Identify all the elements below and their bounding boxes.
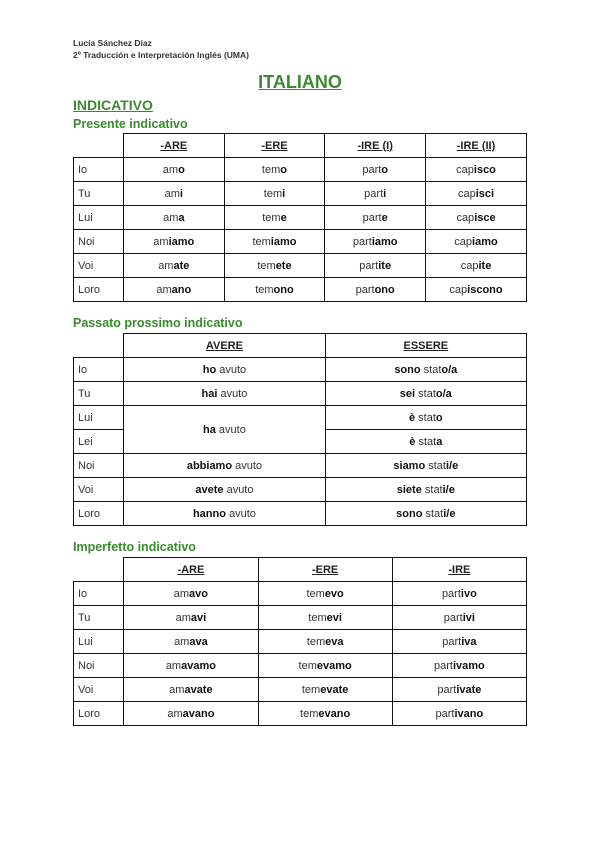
presente-heading: Presente indicativo: [73, 117, 188, 131]
pronoun-cell: Voi: [74, 678, 124, 702]
column-header: -IRE (I): [325, 134, 426, 158]
verb-form: [258, 702, 392, 726]
pronoun-cell: Voi: [74, 478, 124, 502]
verb-stem: tem: [300, 707, 319, 720]
auxiliary: ha: [203, 423, 216, 436]
section-heading: INDICATIVO: [73, 97, 153, 113]
verb-stem: part: [442, 635, 462, 648]
verb-ending: e: [381, 211, 388, 224]
verb-ending: i: [383, 187, 387, 200]
verb-form: [123, 158, 224, 182]
verb-ending: ite: [378, 259, 392, 272]
verb-ending: evi: [326, 611, 342, 624]
table-row: [74, 158, 527, 182]
presente-table: [73, 133, 527, 302]
verb-ending: iva: [461, 635, 477, 648]
verb-form: [123, 182, 224, 206]
verb-stem: part: [433, 659, 453, 672]
participle: avuto: [223, 483, 254, 496]
verb-form: [392, 582, 526, 606]
pronoun-cell: Io: [74, 158, 124, 182]
avere-form: [124, 478, 325, 502]
verb-ending: ano: [171, 283, 192, 296]
participle-ending: o/a: [435, 387, 452, 400]
author-name: Lucía Sánchez Díaz: [73, 38, 152, 48]
header-row: [74, 334, 527, 358]
verb-form: [392, 702, 526, 726]
verb-stem: am: [174, 635, 190, 648]
avere-form: [124, 454, 325, 478]
verb-stem: tem: [261, 163, 281, 176]
verb-stem: am: [167, 707, 183, 720]
auxiliary: è: [409, 435, 416, 448]
verb-form: [123, 230, 224, 254]
verb-form: [124, 606, 258, 630]
verb-ending: isco: [473, 163, 496, 176]
verb-stem: am: [158, 259, 174, 272]
participle: avuto: [216, 363, 247, 376]
essere-form: [325, 406, 526, 430]
verb-form: [325, 278, 426, 302]
auxiliary: ho: [202, 363, 217, 376]
participle-ending: o/a: [441, 363, 458, 376]
verb-form: [325, 254, 426, 278]
verb-stem: part: [355, 283, 375, 296]
verb-form: [325, 230, 426, 254]
verb-ending: iamo: [168, 235, 195, 248]
column-header: AVERE: [124, 334, 325, 358]
column-header: -IRE: [392, 558, 526, 582]
table-row: [74, 406, 527, 430]
verb-form: [224, 230, 325, 254]
verb-ending: o: [178, 163, 185, 176]
verb-ending: avamo: [181, 659, 216, 672]
verb-ending: iamo: [371, 235, 398, 248]
participle: avuto: [217, 387, 248, 400]
verb-stem: am: [153, 235, 169, 248]
verb-stem: part: [443, 611, 463, 624]
pronoun-cell: Voi: [74, 254, 124, 278]
avere-form: [124, 358, 325, 382]
verb-stem: part: [435, 707, 455, 720]
verb-form: [325, 158, 426, 182]
verb-form: [224, 182, 325, 206]
verb-stem: part: [359, 259, 379, 272]
verb-stem: part: [362, 163, 382, 176]
table-row: [74, 478, 527, 502]
pronoun-cell: Tu: [74, 382, 124, 406]
verb-stem: tem: [257, 259, 276, 272]
verb-form: [124, 702, 258, 726]
pronoun-cell: Lei: [74, 430, 124, 454]
verb-ending: avate: [184, 683, 213, 696]
verb-form: [124, 582, 258, 606]
verb-form: [123, 278, 224, 302]
column-header: -ARE: [124, 558, 258, 582]
essere-form: [325, 478, 526, 502]
avere-form: [124, 502, 325, 526]
participle-ending: i/e: [445, 459, 459, 472]
verb-stem: am: [156, 283, 172, 296]
participle-stem: stat: [415, 411, 436, 424]
verb-ending: ivamo: [452, 659, 485, 672]
column-header: -IRE (II): [426, 134, 527, 158]
verb-stem: cap: [454, 235, 473, 248]
verb-form: [124, 630, 258, 654]
verb-ending: o: [280, 163, 287, 176]
table-row: [74, 230, 527, 254]
pronoun-cell: Lui: [74, 206, 124, 230]
verb-stem: part: [362, 211, 382, 224]
verb-form: [426, 158, 527, 182]
verb-form: [325, 182, 426, 206]
verb-stem: part: [352, 235, 372, 248]
verb-form: [124, 654, 258, 678]
verb-stem: tem: [262, 211, 281, 224]
verb-stem: am: [175, 611, 191, 624]
verb-ending: ava: [189, 635, 208, 648]
corner-cell: [74, 334, 124, 358]
verb-ending: iamo: [472, 235, 498, 248]
verb-form: [258, 654, 392, 678]
auxiliary: siamo: [393, 459, 426, 472]
verb-ending: evate: [320, 683, 349, 696]
verb-ending: ite: [478, 259, 492, 272]
verb-stem: am: [162, 163, 179, 176]
verb-ending: evo: [324, 587, 344, 600]
verb-form: [123, 254, 224, 278]
passato-heading: Passato prossimo indicativo: [73, 316, 243, 330]
column-header: -ARE: [123, 134, 224, 158]
verb-form: [258, 582, 392, 606]
verb-stem: am: [163, 211, 179, 224]
verb-form: [258, 606, 392, 630]
header-row: [74, 558, 527, 582]
table-row: [74, 654, 527, 678]
table-row: [74, 358, 527, 382]
auxiliary: sono: [396, 507, 423, 520]
verb-form: [258, 678, 392, 702]
verb-ending: ono: [374, 283, 395, 296]
verb-form: [392, 606, 526, 630]
pronoun-cell: Noi: [74, 454, 124, 478]
imperfetto-table: [73, 557, 527, 726]
verb-form: [392, 654, 526, 678]
auxiliary: sei: [399, 387, 416, 400]
table-row: [74, 582, 527, 606]
verb-stem: cap: [456, 211, 475, 224]
verb-ending: ivo: [460, 587, 477, 600]
verb-ending: evano: [318, 707, 351, 720]
auxiliary: è: [408, 411, 416, 424]
verb-ending: isci: [475, 187, 495, 200]
verb-stem: cap: [460, 259, 479, 272]
column-header: -ERE: [258, 558, 392, 582]
pronoun-cell: Loro: [74, 278, 124, 302]
document-header: [73, 37, 249, 61]
verb-stem: part: [437, 683, 457, 696]
verb-stem: tem: [301, 683, 321, 696]
auxiliary: abbiamo: [186, 459, 233, 472]
participle-ending: o: [435, 411, 443, 424]
verb-ending: ivi: [462, 611, 475, 624]
table-row: [74, 502, 527, 526]
verb-ending: ate: [173, 259, 190, 272]
verb-form: [426, 182, 527, 206]
verb-form: [224, 254, 325, 278]
pronoun-cell: Io: [74, 582, 124, 606]
avere-form: [124, 382, 325, 406]
pronoun-cell: Tu: [74, 606, 124, 630]
verb-form: [258, 630, 392, 654]
table-row: [74, 678, 527, 702]
verb-stem: tem: [306, 635, 326, 648]
verb-stem: tem: [255, 283, 274, 296]
verb-ending: iscono: [467, 283, 503, 296]
verb-ending: iamo: [270, 235, 297, 248]
essere-form: [325, 358, 526, 382]
pronoun-cell: Noi: [74, 230, 124, 254]
verb-stem: tem: [306, 587, 325, 600]
table-row: [74, 382, 527, 406]
participle: avuto: [232, 459, 263, 472]
verb-stem: cap: [457, 187, 476, 200]
participle-ending: a: [436, 435, 443, 448]
verb-ending: ivano: [454, 707, 484, 720]
header-row: [74, 134, 527, 158]
verb-stem: cap: [456, 163, 474, 176]
table-row: [74, 206, 527, 230]
verb-stem: cap: [449, 283, 468, 296]
participle-stem: stat: [415, 387, 436, 400]
corner-cell: [74, 558, 124, 582]
pronoun-cell: Lui: [74, 630, 124, 654]
pronoun-cell: Io: [74, 358, 124, 382]
participle-ending: i/e: [443, 507, 456, 520]
course-name: 2º Traducción e Interpretación Inglés (UMA): [73, 50, 249, 60]
auxiliary: hanno: [192, 507, 226, 520]
verb-ending: ete: [275, 259, 292, 272]
table-row: [74, 630, 527, 654]
verb-stem: am: [164, 187, 180, 200]
verb-ending: ono: [273, 283, 294, 296]
verb-form: [325, 206, 426, 230]
imperfetto-heading: Imperfetto indicativo: [73, 540, 196, 554]
verb-form: [392, 678, 526, 702]
verb-ending: avano: [182, 707, 215, 720]
pronoun-cell: Loro: [74, 502, 124, 526]
verb-form: [392, 630, 526, 654]
table-row: [74, 702, 527, 726]
participle-stem: stat: [420, 363, 442, 376]
table-row: [74, 182, 527, 206]
essere-form: [325, 382, 526, 406]
verb-stem: tem: [298, 659, 317, 672]
participle-stem: stat: [421, 483, 443, 496]
verb-ending: isce: [474, 211, 496, 224]
verb-stem: tem: [252, 235, 271, 248]
verb-stem: am: [165, 659, 182, 672]
table-row: [74, 454, 527, 478]
verb-stem: am: [173, 587, 190, 600]
verb-ending: e: [280, 211, 287, 224]
verb-ending: i: [282, 187, 286, 200]
participle-stem: stat: [415, 435, 437, 448]
auxiliary: siete: [396, 483, 422, 496]
verb-stem: tem: [308, 611, 327, 624]
participle: avuto: [215, 423, 246, 436]
verb-ending: i: [179, 187, 183, 200]
verb-form: [426, 230, 527, 254]
table-row: [74, 278, 527, 302]
verb-ending: avo: [189, 587, 209, 600]
essere-form: [325, 454, 526, 478]
pronoun-cell: Noi: [74, 654, 124, 678]
verb-ending: a: [178, 211, 185, 224]
column-header: ESSERE: [325, 334, 526, 358]
pronoun-cell: Loro: [74, 702, 124, 726]
table-row: [74, 606, 527, 630]
participle: avuto: [225, 507, 256, 520]
auxiliary: hai: [201, 387, 218, 400]
verb-ending: o: [381, 163, 389, 176]
verb-stem: am: [169, 683, 185, 696]
verb-form: [426, 206, 527, 230]
verb-form: [123, 206, 224, 230]
column-header: -ERE: [224, 134, 325, 158]
pronoun-cell: Lui: [74, 406, 124, 430]
verb-form: [224, 278, 325, 302]
participle-stem: stat: [425, 459, 446, 472]
verb-stem: part: [364, 187, 384, 200]
verb-ending: evamo: [316, 659, 352, 672]
auxiliary: sono: [394, 363, 421, 376]
page-title: ITALIANO: [258, 72, 342, 92]
table-row: [74, 254, 527, 278]
auxiliary: avete: [195, 483, 224, 496]
essere-form: [325, 430, 526, 454]
verb-form: [426, 278, 527, 302]
participle-stem: stat: [422, 507, 444, 520]
verb-form: [124, 678, 258, 702]
passato-table: [73, 333, 527, 526]
verb-ending: eva: [325, 635, 344, 648]
verb-stem: tem: [263, 187, 283, 200]
participle-ending: i/e: [442, 483, 455, 496]
verb-form: [224, 206, 325, 230]
corner-cell: [74, 134, 124, 158]
verb-ending: avi: [190, 611, 207, 624]
essere-form: [325, 502, 526, 526]
avere-form: [124, 406, 325, 454]
verb-ending: ivate: [456, 683, 482, 696]
verb-form: [426, 254, 527, 278]
pronoun-cell: Tu: [74, 182, 124, 206]
verb-stem: part: [441, 587, 461, 600]
verb-form: [224, 158, 325, 182]
